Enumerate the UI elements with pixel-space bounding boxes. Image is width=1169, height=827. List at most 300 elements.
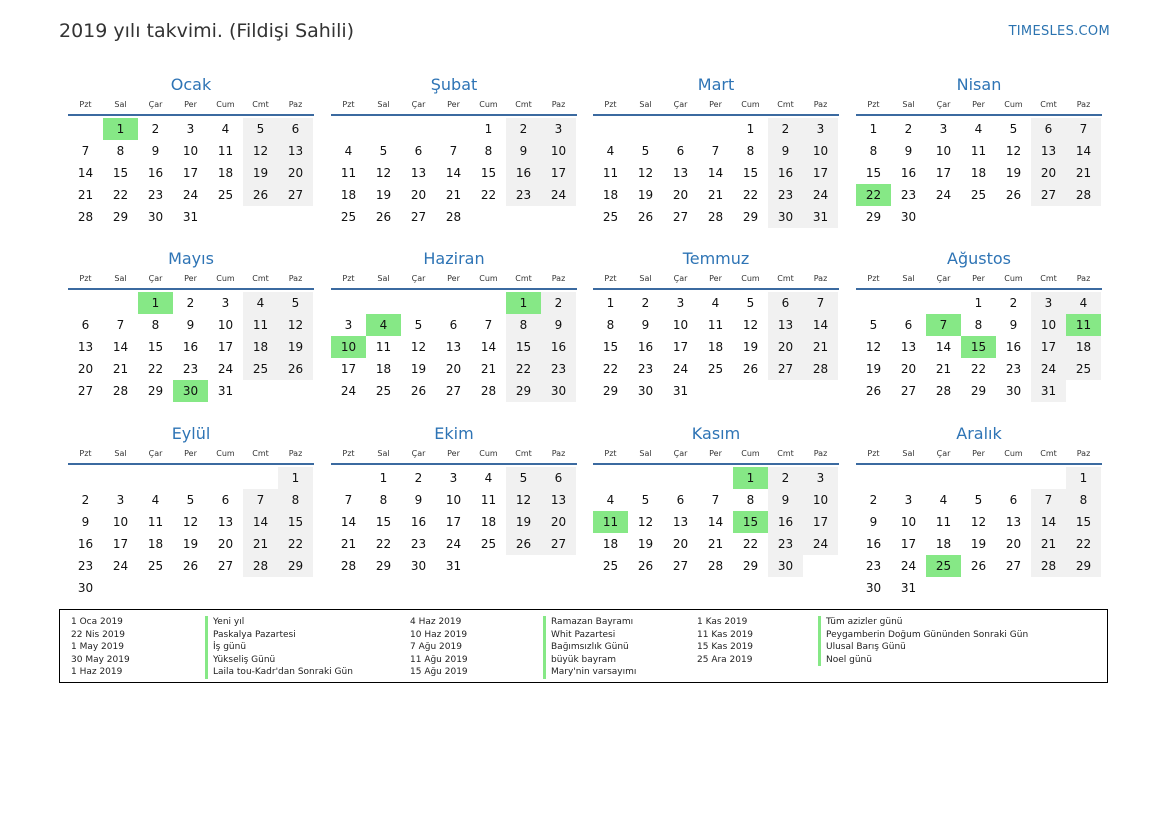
day-cell: 28 bbox=[707, 210, 724, 224]
month-name: Mayıs bbox=[168, 249, 214, 268]
holiday-date: 7 Ağu 2019 bbox=[410, 642, 462, 652]
day-cell: 29 bbox=[742, 559, 759, 573]
day-cell: 28 bbox=[340, 559, 357, 573]
day-cell: 26 bbox=[865, 384, 882, 398]
day-cell: 20 bbox=[672, 537, 689, 551]
day-cell: 31 bbox=[672, 384, 689, 398]
weekday-label: Cmt bbox=[777, 274, 794, 283]
holiday-name: İş günü bbox=[205, 641, 246, 654]
weekday-header bbox=[593, 96, 839, 116]
day-cell: 6 bbox=[1031, 118, 1066, 140]
day-cell: 18 bbox=[243, 336, 278, 358]
day-cell: 24 bbox=[541, 184, 576, 206]
weekday-header bbox=[856, 445, 1102, 465]
day-cell: 5 bbox=[869, 318, 878, 332]
day-cell: 24 bbox=[182, 188, 199, 202]
holiday-day-cell: 7 bbox=[926, 314, 961, 336]
day-cell: 7 bbox=[803, 292, 838, 314]
day-cell: 14 bbox=[935, 340, 952, 354]
day-cell: 2 bbox=[81, 493, 90, 507]
day-cell: 12 bbox=[278, 314, 313, 336]
month-name: Temmuz bbox=[682, 249, 750, 268]
day-cell: 31 bbox=[445, 559, 462, 573]
empty-cell bbox=[366, 118, 401, 140]
weekday-label: Sal bbox=[902, 100, 915, 109]
empty-cell bbox=[173, 467, 208, 489]
day-cell: 30 bbox=[1005, 384, 1022, 398]
day-cell: 27 bbox=[672, 210, 689, 224]
weekday-label: Cmt bbox=[252, 100, 269, 109]
day-cell: 30 bbox=[637, 384, 654, 398]
day-cell: 21 bbox=[803, 336, 838, 358]
weekday-label: Per bbox=[972, 100, 985, 109]
empty-cell bbox=[698, 467, 733, 489]
month-2 bbox=[331, 74, 577, 228]
day-cell: 3 bbox=[939, 122, 948, 136]
weekday-label: Çar bbox=[673, 100, 688, 109]
day-cell: 22 bbox=[970, 362, 987, 376]
day-cell: 23 bbox=[768, 184, 803, 206]
holiday-name: Paskalya Pazartesi bbox=[205, 629, 296, 642]
day-grid bbox=[68, 292, 314, 402]
weekday-label: Paz bbox=[1076, 274, 1091, 283]
empty-cell bbox=[436, 118, 471, 140]
day-cell: 12 bbox=[970, 515, 987, 529]
day-cell: 17 bbox=[803, 162, 838, 184]
weekday-label: Sal bbox=[639, 274, 652, 283]
holiday-name: Bağımsızlık Günü bbox=[543, 641, 629, 654]
day-cell: 17 bbox=[541, 162, 576, 184]
day-cell: 23 bbox=[637, 362, 654, 376]
day-cell: 13 bbox=[445, 340, 462, 354]
empty-cell bbox=[593, 467, 628, 489]
day-cell: 4 bbox=[1066, 292, 1101, 314]
weekday-label: Per bbox=[447, 100, 460, 109]
weekday-label: Pzt bbox=[79, 274, 92, 283]
brand-link[interactable]: TIMESLES.COM bbox=[1008, 24, 1110, 39]
day-cell: 12 bbox=[865, 340, 882, 354]
day-cell: 28 bbox=[935, 384, 952, 398]
day-cell: 23 bbox=[147, 188, 164, 202]
day-cell: 27 bbox=[410, 210, 427, 224]
empty-cell bbox=[1031, 467, 1066, 489]
day-cell: 16 bbox=[768, 162, 803, 184]
day-cell: 7 bbox=[116, 318, 125, 332]
day-cell: 1 bbox=[974, 296, 983, 310]
day-cell: 9 bbox=[186, 318, 195, 332]
weekday-label: Çar bbox=[673, 449, 688, 458]
day-cell: 5 bbox=[414, 318, 423, 332]
weekday-label: Çar bbox=[411, 100, 426, 109]
month-12 bbox=[856, 423, 1102, 599]
weekday-label: Pzt bbox=[342, 449, 355, 458]
day-cell: 3 bbox=[541, 118, 576, 140]
month-name: Aralık bbox=[956, 424, 1002, 443]
month-name: Mart bbox=[697, 75, 735, 94]
day-cell: 20 bbox=[77, 362, 94, 376]
day-cell: 4 bbox=[974, 122, 983, 136]
day-cell: 23 bbox=[410, 537, 427, 551]
day-cell: 17 bbox=[900, 537, 917, 551]
day-cell: 31 bbox=[1031, 380, 1066, 402]
day-cell: 22 bbox=[112, 188, 129, 202]
day-cell: 22 bbox=[742, 188, 759, 202]
holiday-name: Peygamberin Doğum Gününden Sonraki Gün bbox=[818, 629, 1028, 642]
day-cell: 25 bbox=[375, 384, 392, 398]
day-cell: 22 bbox=[1066, 533, 1101, 555]
weekday-label: Sal bbox=[377, 274, 390, 283]
day-cell: 23 bbox=[900, 188, 917, 202]
holiday-name: Yeni yıl bbox=[205, 616, 244, 629]
day-cell: 20 bbox=[900, 362, 917, 376]
weekday-label: Sal bbox=[114, 274, 127, 283]
month-name: Ekim bbox=[434, 424, 474, 443]
day-cell: 9 bbox=[151, 144, 160, 158]
day-cell: 29 bbox=[147, 384, 164, 398]
empty-cell bbox=[243, 467, 278, 489]
day-cell: 28 bbox=[480, 384, 497, 398]
day-cell: 11 bbox=[340, 166, 357, 180]
empty-cell bbox=[628, 467, 663, 489]
day-cell: 17 bbox=[217, 340, 234, 354]
day-cell: 10 bbox=[445, 493, 462, 507]
day-cell: 2 bbox=[506, 118, 541, 140]
weekday-label: Paz bbox=[1076, 449, 1091, 458]
day-cell: 29 bbox=[112, 210, 129, 224]
day-cell: 21 bbox=[1031, 533, 1066, 555]
holiday-date: 22 Nis 2019 bbox=[71, 629, 125, 640]
day-grid bbox=[593, 292, 839, 402]
weekday-label: Cum bbox=[741, 449, 760, 458]
holiday-date: 11 Ağu 2019 bbox=[410, 654, 468, 665]
day-cell: 16 bbox=[506, 162, 541, 184]
day-cell: 4 bbox=[484, 471, 493, 485]
day-cell: 4 bbox=[711, 296, 720, 310]
day-cell: 30 bbox=[541, 380, 576, 402]
day-cell: 18 bbox=[480, 515, 497, 529]
month-5 bbox=[68, 248, 314, 402]
day-cell: 2 bbox=[186, 296, 195, 310]
day-cell: 7 bbox=[243, 489, 278, 511]
day-cell: 1 bbox=[869, 122, 878, 136]
day-cell: 24 bbox=[1031, 358, 1066, 380]
day-cell: 3 bbox=[116, 493, 125, 507]
day-cell: 27 bbox=[217, 559, 234, 573]
holiday-name: Laila tou-Kadr'dan Sonraki Gün bbox=[205, 666, 353, 679]
day-cell: 3 bbox=[449, 471, 458, 485]
weekday-label: Per bbox=[709, 274, 722, 283]
weekday-label: Per bbox=[709, 100, 722, 109]
day-cell: 24 bbox=[445, 537, 462, 551]
weekday-label: Sal bbox=[902, 274, 915, 283]
day-cell: 29 bbox=[1066, 555, 1101, 577]
empty-cell bbox=[471, 292, 506, 314]
day-cell: 8 bbox=[379, 493, 388, 507]
day-cell: 12 bbox=[410, 340, 427, 354]
weekday-label: Çar bbox=[148, 100, 163, 109]
weekday-label: Per bbox=[184, 449, 197, 458]
weekday-label: Paz bbox=[551, 449, 566, 458]
day-cell: 19 bbox=[243, 162, 278, 184]
day-cell: 30 bbox=[147, 210, 164, 224]
month-6 bbox=[331, 248, 577, 402]
day-cell: 26 bbox=[1005, 188, 1022, 202]
day-cell: 8 bbox=[1066, 489, 1101, 511]
day-grid bbox=[593, 118, 839, 228]
empty-cell bbox=[593, 118, 628, 140]
day-cell: 21 bbox=[935, 362, 952, 376]
day-cell: 9 bbox=[904, 144, 913, 158]
day-cell: 23 bbox=[865, 559, 882, 573]
day-cell: 24 bbox=[112, 559, 129, 573]
day-cell: 24 bbox=[803, 184, 838, 206]
holiday-name: Whit Pazartesi bbox=[543, 629, 615, 642]
day-cell: 31 bbox=[217, 384, 234, 398]
day-cell: 14 bbox=[480, 340, 497, 354]
day-cell: 5 bbox=[379, 144, 388, 158]
day-cell: 2 bbox=[768, 118, 803, 140]
day-cell: 11 bbox=[970, 144, 987, 158]
day-cell: 15 bbox=[865, 166, 882, 180]
holiday-name: Noel günü bbox=[818, 654, 872, 667]
day-cell: 15 bbox=[506, 336, 541, 358]
day-cell: 8 bbox=[506, 314, 541, 336]
day-cell: 1 bbox=[379, 471, 388, 485]
day-cell: 12 bbox=[243, 140, 278, 162]
day-cell: 20 bbox=[278, 162, 313, 184]
month-name: Haziran bbox=[423, 249, 485, 268]
day-cell: 15 bbox=[147, 340, 164, 354]
day-cell: 15 bbox=[375, 515, 392, 529]
day-cell: 11 bbox=[707, 318, 724, 332]
day-cell: 29 bbox=[375, 559, 392, 573]
weekday-label: Pzt bbox=[79, 100, 92, 109]
day-cell: 23 bbox=[1005, 362, 1022, 376]
weekday-header bbox=[68, 445, 314, 465]
day-cell: 9 bbox=[869, 515, 878, 529]
day-grid bbox=[593, 467, 839, 577]
empty-cell bbox=[891, 467, 926, 489]
day-cell: 23 bbox=[506, 184, 541, 206]
day-cell: 30 bbox=[77, 581, 94, 595]
day-cell: 16 bbox=[410, 515, 427, 529]
weekday-label: Çar bbox=[936, 100, 951, 109]
day-cell: 6 bbox=[81, 318, 90, 332]
day-cell: 20 bbox=[541, 511, 576, 533]
day-cell: 20 bbox=[1005, 537, 1022, 551]
day-cell: 20 bbox=[217, 537, 234, 551]
day-cell: 5 bbox=[243, 118, 278, 140]
holiday-name: Yükseliş Günü bbox=[205, 654, 275, 667]
day-cell: 7 bbox=[484, 318, 493, 332]
empty-cell bbox=[68, 467, 103, 489]
day-cell: 16 bbox=[768, 511, 803, 533]
day-cell: 3 bbox=[221, 296, 230, 310]
day-cell: 4 bbox=[151, 493, 160, 507]
day-grid bbox=[331, 467, 577, 577]
weekday-label: Paz bbox=[1076, 100, 1091, 109]
day-cell: 20 bbox=[672, 188, 689, 202]
month-name: Eylül bbox=[171, 424, 211, 443]
day-cell: 8 bbox=[151, 318, 160, 332]
empty-cell bbox=[68, 292, 103, 314]
day-cell: 8 bbox=[746, 144, 755, 158]
holiday-date: 11 Kas 2019 bbox=[697, 629, 754, 640]
day-cell: 17 bbox=[803, 511, 838, 533]
weekday-label: Sal bbox=[114, 449, 127, 458]
month-name: Kasım bbox=[691, 424, 741, 443]
day-cell: 28 bbox=[112, 384, 129, 398]
empty-cell bbox=[366, 292, 401, 314]
day-cell: 2 bbox=[151, 122, 160, 136]
holiday-day-cell: 30 bbox=[173, 380, 208, 402]
weekday-label: Pzt bbox=[79, 449, 92, 458]
weekday-label: Pzt bbox=[604, 274, 617, 283]
day-cell: 31 bbox=[900, 581, 917, 595]
day-cell: 9 bbox=[81, 515, 90, 529]
day-cell: 26 bbox=[243, 184, 278, 206]
day-cell: 8 bbox=[606, 318, 615, 332]
weekday-label: Çar bbox=[673, 274, 688, 283]
day-cell: 5 bbox=[974, 493, 983, 507]
day-cell: 23 bbox=[182, 362, 199, 376]
holiday-date: 10 Haz 2019 bbox=[410, 629, 468, 640]
day-cell: 14 bbox=[1031, 511, 1066, 533]
weekday-label: Cmt bbox=[252, 274, 269, 283]
day-cell: 2 bbox=[768, 467, 803, 489]
day-cell: 28 bbox=[445, 210, 462, 224]
weekday-label: Paz bbox=[551, 100, 566, 109]
day-cell: 8 bbox=[869, 144, 878, 158]
day-cell: 3 bbox=[1031, 292, 1066, 314]
day-cell: 11 bbox=[217, 144, 234, 158]
weekday-header bbox=[331, 270, 577, 290]
weekday-label: Cum bbox=[479, 100, 498, 109]
day-cell: 27 bbox=[768, 358, 803, 380]
day-cell: 15 bbox=[278, 511, 313, 533]
weekday-label: Cmt bbox=[515, 449, 532, 458]
day-cell: 18 bbox=[970, 166, 987, 180]
day-cell: 6 bbox=[768, 292, 803, 314]
day-cell: 4 bbox=[243, 292, 278, 314]
holiday-day-cell: 1 bbox=[138, 292, 173, 314]
day-cell: 1 bbox=[278, 467, 313, 489]
holiday-date: 4 Haz 2019 bbox=[410, 617, 462, 627]
day-cell: 19 bbox=[182, 537, 199, 551]
day-cell: 6 bbox=[676, 493, 685, 507]
day-cell: 4 bbox=[606, 493, 615, 507]
day-cell: 29 bbox=[278, 555, 313, 577]
day-cell: 19 bbox=[865, 362, 882, 376]
day-cell: 25 bbox=[340, 210, 357, 224]
day-cell: 2 bbox=[414, 471, 423, 485]
day-cell: 19 bbox=[970, 537, 987, 551]
weekday-label: Pzt bbox=[867, 100, 880, 109]
day-cell: 7 bbox=[711, 493, 720, 507]
month-10 bbox=[331, 423, 577, 577]
weekday-label: Pzt bbox=[867, 449, 880, 458]
weekday-label: Per bbox=[709, 449, 722, 458]
day-cell: 18 bbox=[1066, 336, 1101, 358]
day-cell: 30 bbox=[410, 559, 427, 573]
day-cell: 28 bbox=[1031, 555, 1066, 577]
weekday-label: Cum bbox=[741, 274, 760, 283]
day-cell: 12 bbox=[637, 515, 654, 529]
day-cell: 27 bbox=[1031, 184, 1066, 206]
day-cell: 18 bbox=[602, 188, 619, 202]
holiday-day-cell: 15 bbox=[733, 511, 768, 533]
empty-cell bbox=[103, 467, 138, 489]
day-cell: 23 bbox=[77, 559, 94, 573]
day-cell: 5 bbox=[506, 467, 541, 489]
day-cell: 4 bbox=[606, 144, 615, 158]
empty-cell bbox=[331, 467, 366, 489]
weekday-header bbox=[331, 96, 577, 116]
day-cell: 24 bbox=[935, 188, 952, 202]
day-cell: 13 bbox=[541, 489, 576, 511]
empty-cell bbox=[663, 118, 698, 140]
day-cell: 22 bbox=[506, 358, 541, 380]
day-cell: 25 bbox=[707, 362, 724, 376]
day-cell: 17 bbox=[1031, 336, 1066, 358]
weekday-label: Paz bbox=[288, 100, 303, 109]
day-cell: 21 bbox=[1066, 162, 1101, 184]
day-cell: 18 bbox=[935, 537, 952, 551]
weekday-label: Per bbox=[972, 274, 985, 283]
day-cell: 25 bbox=[970, 188, 987, 202]
day-cell: 6 bbox=[541, 467, 576, 489]
day-cell: 16 bbox=[865, 537, 882, 551]
day-cell: 26 bbox=[182, 559, 199, 573]
holiday-name: Ramazan Bayramı bbox=[543, 616, 633, 629]
day-cell: 8 bbox=[484, 144, 493, 158]
empty-cell bbox=[103, 292, 138, 314]
day-cell: 15 bbox=[1066, 511, 1101, 533]
weekday-label: Pzt bbox=[342, 100, 355, 109]
month-4 bbox=[856, 74, 1102, 228]
weekday-label: Cmt bbox=[515, 274, 532, 283]
day-cell: 22 bbox=[480, 188, 497, 202]
weekday-label: Cmt bbox=[515, 100, 532, 109]
weekday-label: Çar bbox=[411, 449, 426, 458]
day-cell: 5 bbox=[186, 493, 195, 507]
day-cell: 17 bbox=[935, 166, 952, 180]
day-cell: 27 bbox=[77, 384, 94, 398]
weekday-label: Cmt bbox=[1040, 274, 1057, 283]
weekday-header bbox=[68, 270, 314, 290]
month-7 bbox=[593, 248, 839, 402]
day-grid bbox=[68, 118, 314, 228]
weekday-label: Paz bbox=[813, 274, 828, 283]
day-cell: 1 bbox=[484, 122, 493, 136]
month-9 bbox=[68, 423, 314, 599]
weekday-label: Per bbox=[447, 274, 460, 283]
day-cell: 27 bbox=[445, 384, 462, 398]
day-cell: 22 bbox=[602, 362, 619, 376]
day-cell: 6 bbox=[414, 144, 423, 158]
weekday-label: Çar bbox=[411, 274, 426, 283]
day-cell: 12 bbox=[637, 166, 654, 180]
day-cell: 20 bbox=[768, 336, 803, 358]
day-cell: 28 bbox=[1066, 184, 1101, 206]
day-cell: 9 bbox=[768, 489, 803, 511]
day-cell: 4 bbox=[344, 144, 353, 158]
weekday-header bbox=[593, 270, 839, 290]
day-cell: 2 bbox=[904, 122, 913, 136]
day-cell: 10 bbox=[935, 144, 952, 158]
day-cell: 12 bbox=[742, 318, 759, 332]
empty-cell bbox=[401, 292, 436, 314]
